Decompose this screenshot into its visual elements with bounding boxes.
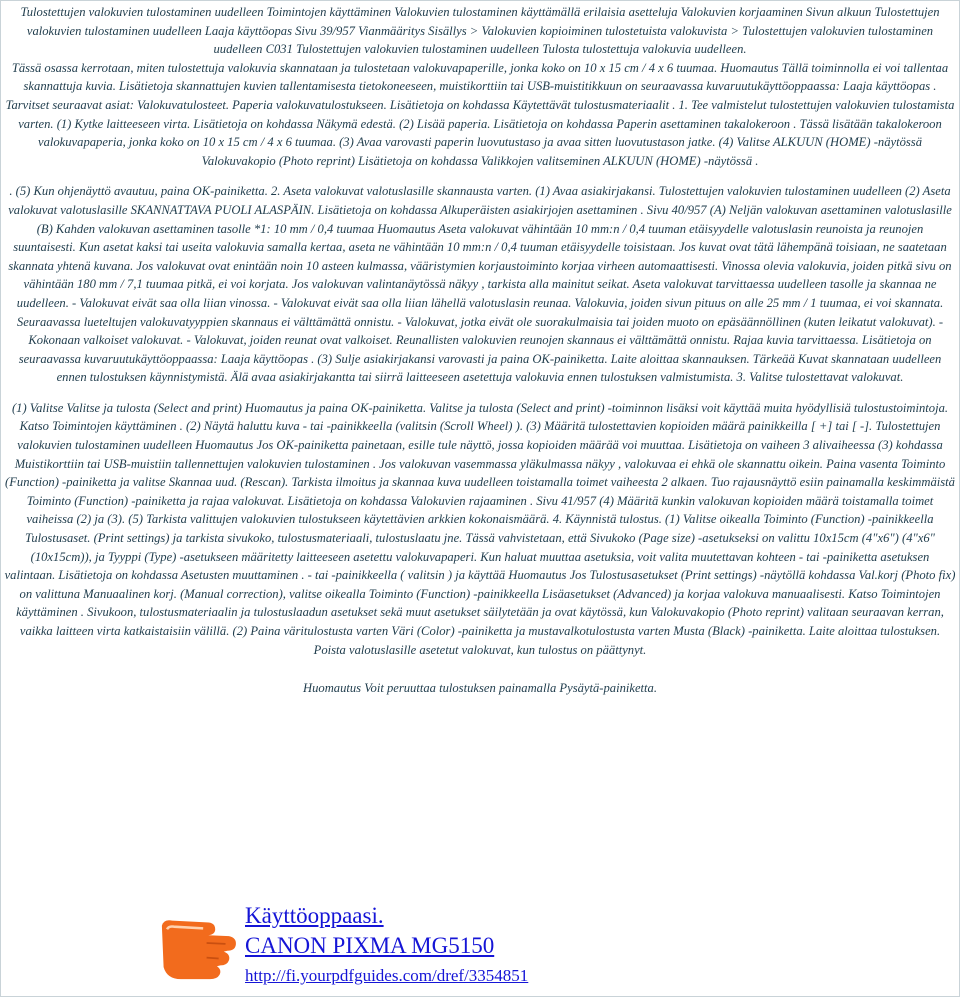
spacer bbox=[4, 659, 956, 671]
spacer bbox=[4, 387, 956, 399]
paragraph-preparation: Tässä osassa kerrotaan, miten tulostettuja valokuvia skannataan ja tulostetaan valokuvapaperille, jonka koko on 10 x 15 cm / 4 x 6 tuumaa. Huomautus Tällä toiminnolla ei voi tallentaa skannattuja kuvia. Lisätietoja skannattujen kuvien tallentamisesta tietokoneeseen, muistikorttiin tai USB-muistitikkuun on seuraavassa kuvaruutukäyttöoppaassa: Laaja käyttöopas . Tarvitset seuraavat asiat: Valokuvatulosteet. Paperia valokuvatulostukseen. Lisätietoja on kohdassa Käytettävät tulostusmateriaalit . 1. Tee valmistelut tulostettujen valokuvien tulostamista varten. (1) Kytke laitteeseen virta. Lisätietoja on kohdassa Näkymä edestä. (2) Lisää paperia. Lisätietoja on kohdassa Paperin asettaminen takalokeroon . Tässä lisätään takalokeroon valokuvapaperia, jonka koko on 10 x 15 cm / 4 x 6 tuumaa. (3) Avaa varovasti paperin luovutustaso ja avaa sitten luovutustason jatke. (4) Valitse ALKUUN (HOME) -näytössä Valokuvakopio (Photo reprint) Lisätietoja on kohdassa Valikkojen valitseminen ALKUUN (HOME) -näytössä . bbox=[5, 60, 955, 168]
cancel-note: Huomautus Voit peruuttaa tulostuksen painamalla Pysäytä-painiketta. bbox=[303, 681, 657, 696]
paragraph-scanning: . (5) Kun ohjenäyttö avautuu, paina OK-painiketta. 2. Aseta valokuvat valotuslasille skannausta varten. (1) Avaa asiakirjakansi. Tulostettujen valokuvien tulostaminen uudelleen (2) Aseta valokuvat valotuslasille SKANNATTAVA PUOLI ALASPÄIN. Lisätietoja on kohdassa Alkuperäisten asiakirjojen asettaminen . Sivu 40/957 (A) Neljän valokuvan asettaminen valotuslasille (B) Kahden valokuvan asettaminen tasolle *1: 10 mm / 0,4 tuumaa Huomautus Aseta valokuvat vähintään 10 mm:n / 0,4 tuuman etäisyydelle valotuslasin reunoista ja reunojen suuntaisesti. Kun asetat kaksi tai useita valokuvia samalla kertaa, aseta ne vähintään 10 mm:n / 0,4 tuuman etäisyydelle toisistaan. Jos kuvat ovat tätä lähempänä toisiaan, ne saatetaan skannata yhtenä kuvana. Jos valokuvat ovat enintään noin 10 asteen kulmassa, vääristymien korjaustoiminto korjaa virheen automaattisesti. Vinossa olevia valokuvia, joiden pitkä sivu on vähintään 180 mm / 7,1 tuumaa pitkä, ei voi korjata. Jos valokuvan valintanäytössä näkyy , tarkista alla mainitut seikat. Aseta valokuvat tarvittaessa uudelleen tasolle ja skannaa ne uudelleen. - Valokuvat eivät saa olla liian vinossa. - Valokuvat eivät saa olla liian lähellä valotuslasin reunaa. Valokuvia, joiden sivun pituus on alle 25 mm / 1 tuumaa, ei voi skannata. Seuraavassa lueteltujen valokuvatyyppien skannaus ei välttämättä onnistu. - Valokuvat, jotka eivät ole suorakulmaisia tai joiden muoto on epäsäännöllinen (kuten leikatut valokuvat). - Kokonaan valkoiset valokuvat. - Valokuvat, joiden reunat ovat valkoiset. Reunallisten valokuvien reunojen skannaus ei välttämättä onnistu. Rajaa kuvia tarvittaessa. Lisätietoja on seuraavassa kuvaruutukäyttöoppaassa: Laaja käyttöopas . (3) Sulje asiakirjakansi varovasti ja paina OK-painiketta. Laite aloittaa skannauksen. Tärkeää Kuvat skannataan uudelleen ennen tulostuksen käynnistymistä. Älä avaa asiakirjakantta tai siirrä laitteeseen asetettuja valokuvia ennen tulostuksen valmistumista. 3. Valitse tulostettavat valokuvat. bbox=[8, 184, 952, 385]
footer-links bbox=[245, 902, 528, 989]
product-name-link[interactable]: CANON PIXMA MG5150 bbox=[245, 933, 495, 958]
pointing-hand-logo-icon bbox=[155, 900, 241, 986]
document-body bbox=[4, 3, 956, 698]
paragraph-printing: (1) Valitse Valitse ja tulosta (Select and print) Huomautus ja paina OK-painiketta. Valitse ja tulosta (Select and print) -toiminnon lisäksi voit käyttää muita hyödyllisiä tulostustoimintoja. Katso Toimintojen käyttäminen . (2) Näytä haluttu kuva - tai -painikkeella (valitsin (Scroll Wheel) ). (3) Määritä tulostettavien kopioiden määrä painikkeilla [ +] tai [ -]. Tulostettujen valokuvien tulostaminen uudelleen Huomautus Jos OK-painiketta painetaan, esille tule näyttö, jossa kopioiden määrää voi muuttaa. Lisätietoja on vaiheen 3 alivaiheessa (3) kohdassa Muistikorttiin tai USB-muistiin tallennettujen valokuvien tulostaminen . Jos valokuvan vasemmassa yläkulmassa näkyy , valokuvaa ei ehkä ole skannattu oikein. Paina vasenta Toiminto (Function) -painiketta ja valitse Skannaa uud. (Rescan). Tarkista ilmoitus ja skannaa kuva uudelleen toistamalla toimet vaiheesta 2 alkaen. Tuo rajausnäyttö esiin painamalla keskimmäistä Toiminto (Function) -painiketta ja rajaa valokuvat. Lisätietoja on kohdassa Valokuvien rajaaminen . Sivu 41/957 (4) Määritä kunkin valokuvan kopioiden määrä toistamalla toimet vaiheissa (2) ja (3). (5) Tarkista valittujen valokuvien tulostukseen käytettävien arkkien kokonaismäärä. 4. Käynnistä tulostus. (1) Valitse oikealla Toiminto (Function) -painikkeella Tulostusaset. (Print settings) ja tarkista sivukoko, tulostusmateriaali, tulostuslaatu jne. Tässä vahvistetaan, että Sivukoko (Page size) -asetukseksi on valittu 10x15cm (4"x6") (4"x6" (10x15cm)), ja Tyyppi (Type) -asetukseen määritetty laitteeseen asetettu valokuvapaperi. Kun haluat muuttaa asetuksia, voit valita muutettavan kohteen - tai -painiketta asetuksen valintaan. Lisätietoja on kohdassa Asetusten muuttaminen . - tai -painikkeella ( valitsin ) ja käyttää Huomautus Jos Tulostusasetukset (Print settings) -näytöllä kohdassa Val.korj (Photo fix) on valittuna Manuaalinen korj. (Manual correction), valitse oikealla Toiminto (Function) -painikkeella Lisäasetukset (Advanced) ja korjaa valokuva manuaalisesti. Katso Toimintojen käyttäminen . Sivukoon, tulostusmateriaalin ja tulostuslaadun asetukset sekä muut asetukset säilytetään ja ovat käytössä, kun Valokuvakopio (Photo reprint) valitaan seuraavan kerran, vaikka laitteen virta katkaistaisiin välillä. (2) Paina väritulostusta varten Väri (Color) -painiketta ja mustavalkotulostusta varten Musta (Black) -painiketta. Laite aloittaa tulostuksen. Poista valotuslasille asetetut valokuvat, kun tulostus on päättynyt. bbox=[4, 400, 956, 657]
guide-url-link[interactable]: http://fi.yourpdfguides.com/dref/3354851 bbox=[245, 966, 529, 985]
paragraph-intro: Tulostettujen valokuvien tulostaminen uudelleen Toimintojen käyttäminen Valokuvien tulostaminen käyttämällä erilaisia asetteluja Valokuvien korjaaminen Sivun alkuun Tulostettujen valokuvien tulostaminen uudelleen Laaja käyttöopas Sivu 39/957 Vianmääritys Sisällys > Valokuvien kopioiminen tulostetuista valokuvista > Tulostettujen valokuvien tulostaminen uudelleen C031 Tulostettujen valokuvien tulostaminen uudelleen Tulosta tulostettuja valokuvia uudelleen. bbox=[20, 5, 940, 57]
footer-promo bbox=[155, 898, 615, 993]
user-guide-link[interactable]: Käyttöoppaasi. bbox=[245, 903, 384, 928]
spacer bbox=[4, 170, 956, 182]
